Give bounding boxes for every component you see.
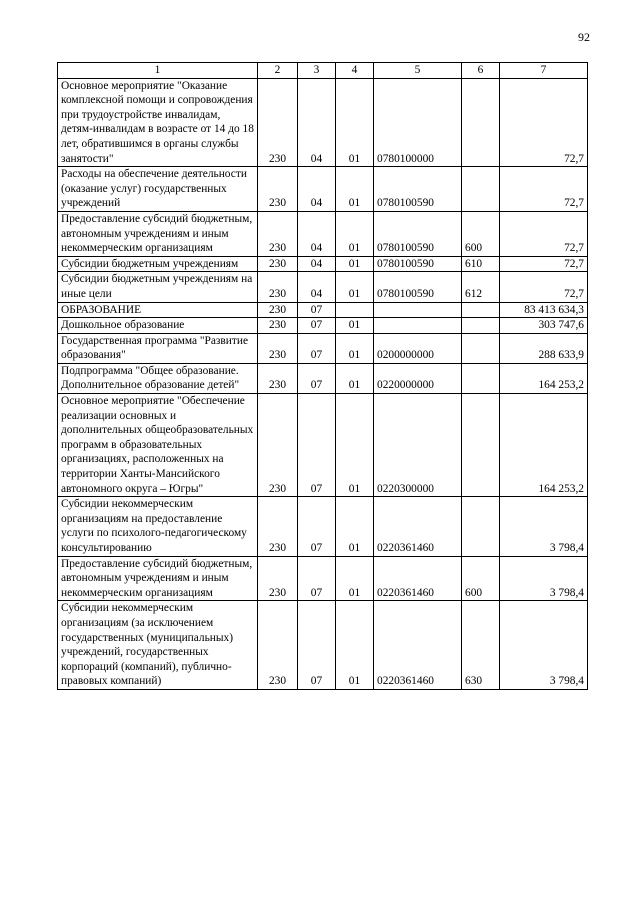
cell-amount: 164 253,2 xyxy=(500,394,588,497)
cell-section: 04 xyxy=(298,167,336,212)
cell-section: 07 xyxy=(298,333,336,363)
cell-name: Субсидии некоммерческим организациям на предоставление услуги по психолого-педагогическому консультированию xyxy=(58,497,258,556)
cell-expense-type: 612 xyxy=(462,272,500,302)
cell-subsection: 01 xyxy=(336,363,374,393)
cell-administrator: 230 xyxy=(258,601,298,690)
table-row xyxy=(58,318,588,334)
cell-expense-type xyxy=(462,497,500,556)
cell-amount: 72,7 xyxy=(500,256,588,272)
cell-subsection: 01 xyxy=(336,272,374,302)
cell-expense-type: 610 xyxy=(462,256,500,272)
cell-section: 07 xyxy=(298,363,336,393)
cell-expense-type xyxy=(462,333,500,363)
cell-administrator: 230 xyxy=(258,272,298,302)
cell-expense-type xyxy=(462,167,500,212)
cell-name: Субсидии бюджетным учреждениям xyxy=(58,256,258,272)
cell-target-article: 0220361460 xyxy=(374,601,462,690)
cell-name: Субсидии бюджетным учреждениям на иные цели xyxy=(58,272,258,302)
cell-amount: 288 633,9 xyxy=(500,333,588,363)
cell-amount: 3 798,4 xyxy=(500,601,588,690)
cell-subsection: 01 xyxy=(336,318,374,334)
cell-target-article: 0780100590 xyxy=(374,272,462,302)
cell-amount: 72,7 xyxy=(500,272,588,302)
cell-name: Основное мероприятие "Обеспечение реализации основных и дополнительных общеобразовательных программ в образовательных организациях, расположенных на территории Ханты-Мансийского автономного округа – Югры" xyxy=(58,394,258,497)
column-header: 5 xyxy=(374,63,462,79)
cell-amount: 72,7 xyxy=(500,167,588,212)
cell-amount: 3 798,4 xyxy=(500,497,588,556)
table-row xyxy=(58,363,588,393)
cell-expense-type xyxy=(462,318,500,334)
cell-administrator: 230 xyxy=(258,363,298,393)
column-header: 7 xyxy=(500,63,588,79)
cell-name: Субсидии некоммерческим организациям (за исключением государственных (муниципальных) учреждений, государственных корпораций (компаний), публично-правовых компаний) xyxy=(58,601,258,690)
cell-subsection: 01 xyxy=(336,497,374,556)
cell-amount: 72,7 xyxy=(500,78,588,167)
cell-administrator: 230 xyxy=(258,302,298,318)
column-header: 6 xyxy=(462,63,500,79)
cell-section: 07 xyxy=(298,497,336,556)
cell-expense-type xyxy=(462,78,500,167)
cell-target-article: 0780100590 xyxy=(374,167,462,212)
table-row xyxy=(58,167,588,212)
cell-subsection: 01 xyxy=(336,601,374,690)
cell-amount: 303 747,6 xyxy=(500,318,588,334)
table-row xyxy=(58,272,588,302)
cell-subsection: 01 xyxy=(336,167,374,212)
cell-name: Дошкольное образование xyxy=(58,318,258,334)
cell-expense-type: 630 xyxy=(462,601,500,690)
cell-section: 04 xyxy=(298,211,336,256)
cell-name: ОБРАЗОВАНИЕ xyxy=(58,302,258,318)
cell-target-article: 0780100590 xyxy=(374,256,462,272)
cell-administrator: 230 xyxy=(258,333,298,363)
cell-administrator: 230 xyxy=(258,211,298,256)
column-header: 4 xyxy=(336,63,374,79)
page-number: 92 xyxy=(578,30,590,44)
cell-name: Предоставление субсидий бюджетным, автономным учреждениям и иным некоммерческим организациям xyxy=(58,211,258,256)
column-header: 1 xyxy=(58,63,258,79)
cell-target-article: 0200000000 xyxy=(374,333,462,363)
cell-amount: 3 798,4 xyxy=(500,556,588,601)
cell-administrator: 230 xyxy=(258,167,298,212)
cell-target-article: 0220361460 xyxy=(374,556,462,601)
cell-expense-type xyxy=(462,363,500,393)
cell-target-article: 0780100590 xyxy=(374,211,462,256)
cell-section: 04 xyxy=(298,272,336,302)
cell-amount: 164 253,2 xyxy=(500,363,588,393)
cell-subsection: 01 xyxy=(336,211,374,256)
table-row xyxy=(58,78,588,167)
cell-target-article xyxy=(374,302,462,318)
cell-administrator: 230 xyxy=(258,318,298,334)
cell-expense-type: 600 xyxy=(462,211,500,256)
cell-name: Подпрограмма "Общее образование. Дополнительное образование детей" xyxy=(58,363,258,393)
cell-section: 04 xyxy=(298,256,336,272)
cell-section: 07 xyxy=(298,556,336,601)
table-row xyxy=(58,497,588,556)
cell-subsection: 01 xyxy=(336,78,374,167)
table-row xyxy=(58,601,588,690)
cell-amount: 83 413 634,3 xyxy=(500,302,588,318)
cell-subsection: 01 xyxy=(336,394,374,497)
cell-administrator: 230 xyxy=(258,256,298,272)
cell-subsection: 01 xyxy=(336,556,374,601)
table-row xyxy=(58,556,588,601)
cell-target-article: 0220000000 xyxy=(374,363,462,393)
cell-expense-type: 600 xyxy=(462,556,500,601)
cell-section: 07 xyxy=(298,601,336,690)
cell-target-article xyxy=(374,318,462,334)
cell-section: 07 xyxy=(298,394,336,497)
cell-administrator: 230 xyxy=(258,497,298,556)
cell-subsection xyxy=(336,302,374,318)
cell-expense-type xyxy=(462,394,500,497)
cell-name: Расходы на обеспечение деятельности (оказание услуг) государственных учреждений xyxy=(58,167,258,212)
cell-name: Основное мероприятие "Оказание комплексной помощи и сопровождения при трудоустройстве инвалидам, детям-инвалидам в возрасте от 14 до 18 лет, обратившимся в органы службы занятости" xyxy=(58,78,258,167)
cell-name: Государственная программа "Развитие образования" xyxy=(58,333,258,363)
cell-administrator: 230 xyxy=(258,556,298,601)
cell-subsection: 01 xyxy=(336,333,374,363)
table-row xyxy=(58,302,588,318)
table-row xyxy=(58,256,588,272)
cell-section: 07 xyxy=(298,302,336,318)
cell-subsection: 01 xyxy=(336,256,374,272)
cell-section: 07 xyxy=(298,318,336,334)
table-row xyxy=(58,211,588,256)
cell-administrator: 230 xyxy=(258,78,298,167)
table-row xyxy=(58,333,588,363)
header-row xyxy=(58,63,588,79)
cell-target-article: 0220361460 xyxy=(374,497,462,556)
cell-amount: 72,7 xyxy=(500,211,588,256)
cell-target-article: 0220300000 xyxy=(374,394,462,497)
cell-section: 04 xyxy=(298,78,336,167)
column-header: 2 xyxy=(258,63,298,79)
column-header: 3 xyxy=(298,63,336,79)
budget-table xyxy=(57,62,588,690)
table-row xyxy=(58,394,588,497)
cell-target-article: 0780100000 xyxy=(374,78,462,167)
cell-name: Предоставление субсидий бюджетным, автономным учреждениям и иным некоммерческим организациям xyxy=(58,556,258,601)
cell-administrator: 230 xyxy=(258,394,298,497)
cell-expense-type xyxy=(462,302,500,318)
